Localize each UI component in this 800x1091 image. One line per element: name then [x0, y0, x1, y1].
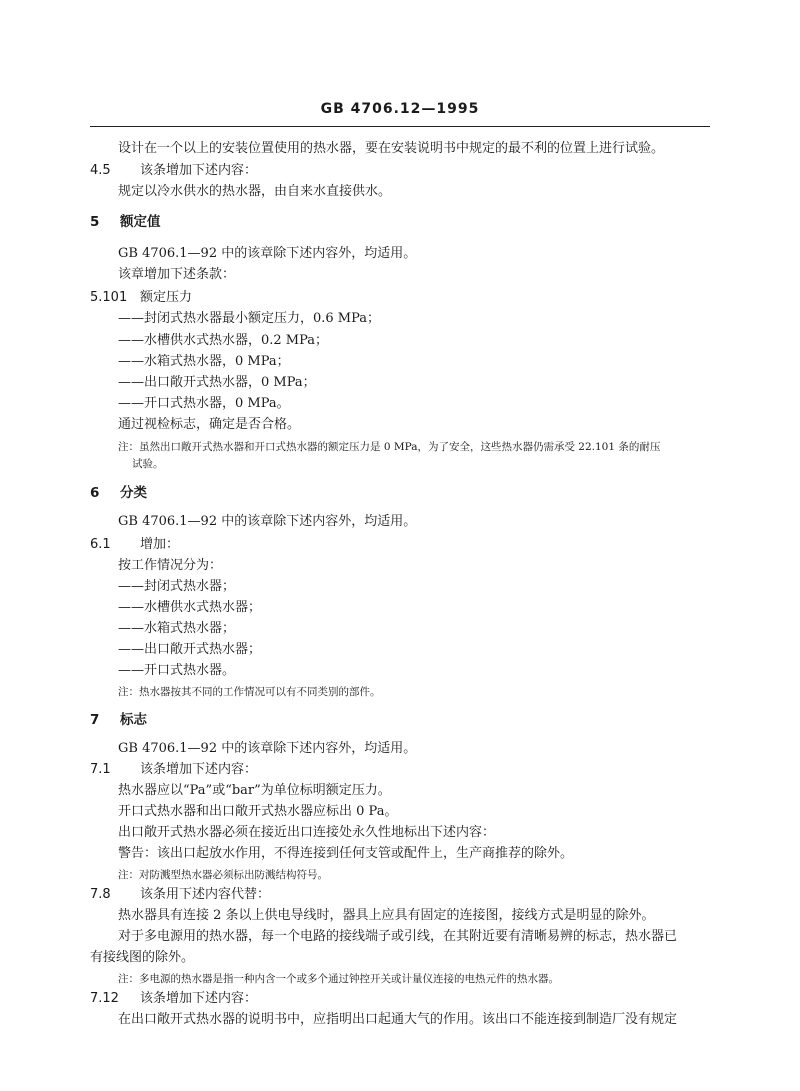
text-line: 该章增加下述条款：	[118, 267, 236, 282]
clause-text: 该条用下述内容代替：	[140, 887, 271, 902]
section-title: 分类	[120, 485, 147, 501]
list-item: ——出口敞开式热水器，0 MPa；	[118, 375, 316, 390]
clause-number: 7.8	[90, 887, 111, 902]
clause-5-101	[90, 290, 192, 306]
list-item: ——封闭式热水器；	[118, 579, 236, 594]
text-line: 对于多电源用的热水器，每一个电路的接线端子或引线，在其附近要有清晰易辨的标志，热水器已	[118, 929, 678, 944]
list-item: ——开口式热水器，0 MPa。	[118, 396, 290, 411]
clause-7-8	[90, 887, 270, 903]
text-line: 规定以冷水供水的热水器，由自来水直接供水。	[118, 184, 392, 199]
list-item: ——出口敞开式热水器；	[118, 642, 262, 657]
list-item: ——水箱式热水器；	[118, 621, 236, 636]
text-line: 热水器应以“Pa”或“bar”为单位标明额定压力。	[118, 783, 391, 798]
clause-text: 该条增加下述内容：	[140, 163, 258, 178]
clause-6-1	[90, 537, 179, 553]
clause-text: 该条增加下述内容：	[140, 762, 258, 777]
text-line: 出口敞开式热水器必须在接近出口连接处永久性地标出下述内容：	[118, 825, 496, 840]
clause-number: 7.12	[90, 991, 119, 1006]
list-item: ——开口式热水器。	[118, 663, 236, 678]
section-7-heading	[90, 712, 147, 728]
clause-7-1	[90, 762, 257, 778]
section-title: 额定值	[120, 214, 161, 230]
section-5-heading	[90, 214, 161, 230]
section-number: 5	[90, 214, 100, 230]
list-item: ——水箱式热水器，0 MPa；	[118, 354, 290, 369]
clause-7-12	[90, 991, 257, 1007]
section-number: 6	[90, 485, 100, 501]
section-title: 标志	[120, 712, 147, 728]
page-header-doc-id: GB 4706.12—1995	[320, 101, 480, 117]
text-line: 设计在一个以上的安装位置使用的热水器，要在安装说明书中规定的最不利的位置上进行试验。	[118, 141, 665, 156]
text-line: GB 4706.1—92 中的该章除下述内容外，均适用。	[118, 246, 417, 261]
note-line: 注：热水器按其不同的工作情况可以有不同类别的部件。	[118, 686, 381, 698]
note-line: 注：多电源的热水器是指一种内含一个或多个通过钟控开关或计量仪连接的电热元件的热水器。	[118, 973, 559, 985]
text-line: 有接线图的除外。	[90, 950, 195, 965]
list-item: ——水槽供水式热水器；	[118, 600, 262, 615]
text-line: 在出口敞开式热水器的说明书中，应指明出口起通大气的作用。该出口不能连接到制造厂没有规定	[118, 1012, 678, 1027]
section-number: 7	[90, 712, 100, 728]
text-line: GB 4706.1—92 中的该章除下述内容外，均适用。	[118, 741, 417, 756]
text-line: 开口式热水器和出口敞开式热水器应标出 0 Pa。	[118, 804, 398, 819]
warning-line: 警告：该出口起放水作用，不得连接到任何支管或配件上，生产商推荐的除外。	[118, 846, 574, 861]
text-line: 通过视检标志，确定是否合格。	[118, 417, 301, 432]
clause-number: 6.1	[90, 537, 111, 552]
clause-text: 该条增加下述内容：	[140, 991, 258, 1006]
clause-number: 4.5	[90, 163, 111, 178]
clause-number: 7.1	[90, 762, 111, 777]
clause-number: 5.101	[90, 290, 128, 305]
clause-text: 增加：	[140, 537, 180, 552]
text-line: 热水器具有连接 2 条以上供电导线时，器具上应具有固定的连接图，接线方式是明显的除外。	[118, 908, 655, 923]
text-line: 按工作情况分为：	[118, 558, 223, 573]
list-item: ——封闭式热水器最小额定压力，0.6 MPa；	[118, 311, 381, 326]
note-line: 注：对防溅型热水器必须标出防溅结构符号。	[118, 869, 328, 881]
header-rule	[90, 126, 710, 127]
clause-text: 额定压力	[140, 290, 193, 305]
clause-4-5	[90, 163, 257, 179]
section-6-heading	[90, 485, 147, 501]
note-line: 注：虽然出口敞开式热水器和开口式热水器的额定压力是 0 MPa，为了安全，这些热水器仍需承受 22.101 条的耐压	[118, 441, 661, 453]
list-item: ——水槽供水式热水器，0.2 MPa；	[118, 333, 329, 348]
text-line: GB 4706.1—92 中的该章除下述内容外，均适用。	[118, 514, 417, 529]
note-line: 试验。	[132, 458, 164, 470]
